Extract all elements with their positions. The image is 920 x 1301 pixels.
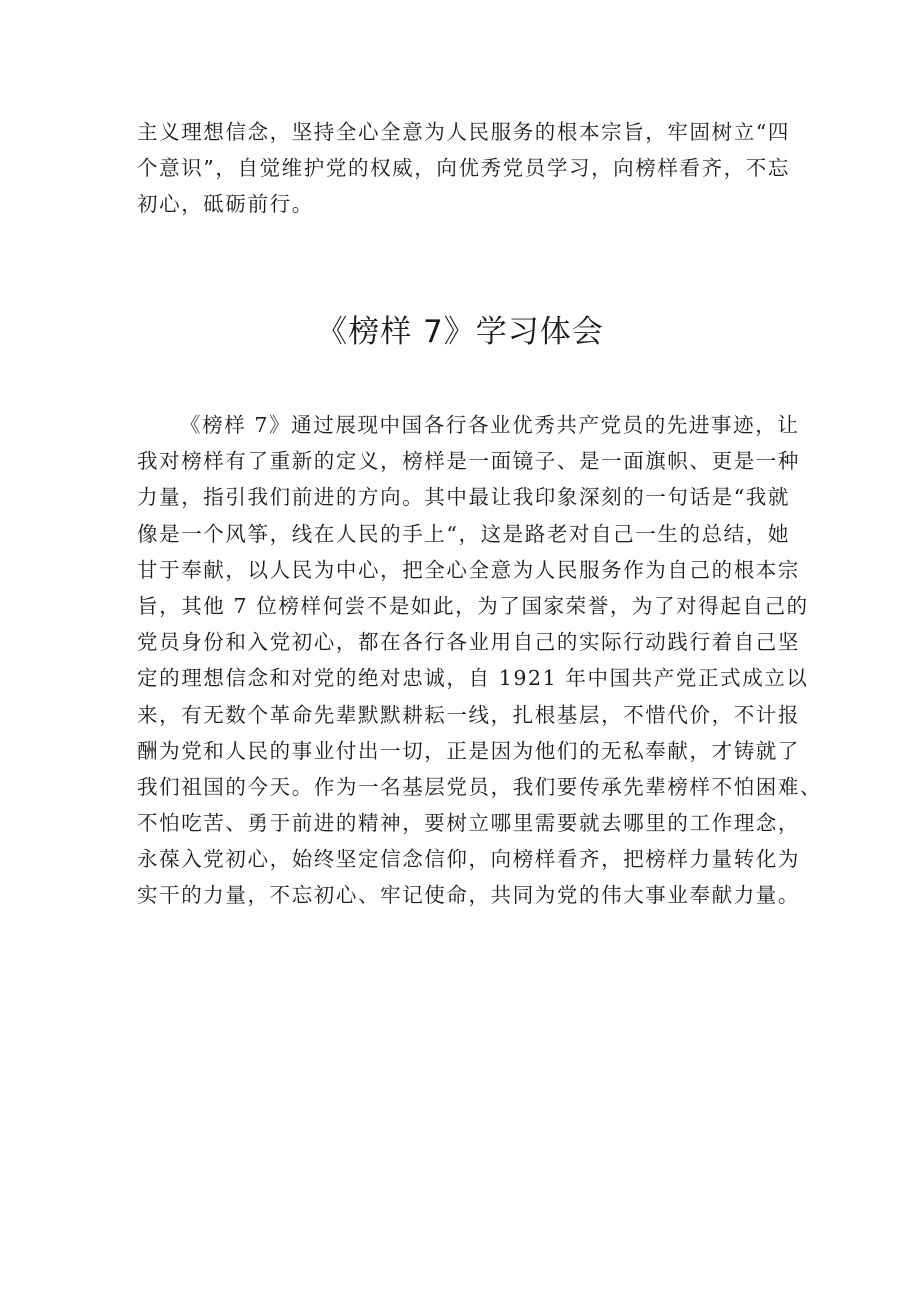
paragraph-line: 像是一个风筝，线在人民的手上“，这是路老对自己一生的总结，她 bbox=[137, 521, 790, 546]
section-title: 《榜样 7》学习体会 bbox=[316, 314, 604, 350]
paragraph-line: 永葆入党初心，始终坚定信念信仰，向榜样看齐，把榜样力量转化为 bbox=[137, 847, 800, 872]
paragraph-line: 个意识”，自觉维护党的权威，向优秀党员学习，向榜样看齐，不忘 bbox=[137, 156, 790, 181]
paragraph-line: 主义理想信念，坚持全心全意为人民服务的根本宗旨，牢固树立“四 bbox=[137, 120, 790, 144]
paragraph-line: 《榜样 7》通过展现中国各行各业优秀共产党员的先进事迹，让 bbox=[180, 413, 800, 437]
paragraph-line: 甘于奉献，以人民为中心，把全心全意为人民服务作为自己的根本宗 bbox=[137, 557, 800, 582]
paragraph-line: 初心，砥砺前行。 bbox=[137, 192, 314, 217]
body-paragraph bbox=[137, 407, 823, 914]
lead-paragraph bbox=[137, 114, 790, 223]
paragraph-line: 来，有无数个革命先辈默默耕耘一线，扎根基层，不惜代价，不计报 bbox=[137, 702, 800, 727]
paragraph-line: 我们祖国的今天。作为一名基层党员，我们要传承先辈榜样不怕困难、 bbox=[137, 774, 823, 799]
paragraph-line: 实干的力量，不忘初心、牢记使命，共同为党的伟大事业奉献力量。 bbox=[137, 883, 800, 908]
paragraph-line: 定的理想信念和对党的绝对忠诚，自 1921 年中国共产党正式成立以 bbox=[137, 666, 809, 691]
paragraph-line: 旨，其他 7 位榜样何尝不是如此，为了国家荣誉，为了对得起自己的 bbox=[137, 593, 809, 618]
paragraph-line: 不怕吃苦、勇于前进的精神，要树立哪里需要就去哪里的工作理念， bbox=[137, 811, 800, 836]
paragraph-line: 力量，指引我们前进的方向。其中最让我印象深刻的一句话是“我就 bbox=[137, 485, 790, 510]
paragraph-line: 党员身份和入党初心，都在各行各业用自己的实际行动践行着自己坚 bbox=[137, 630, 800, 655]
paragraph-line: 我对榜样有了重新的定义，榜样是一面镜子、是一面旗帜、更是一种 bbox=[137, 449, 800, 474]
paragraph-line: 酬为党和人民的事业付出一切，正是因为他们的无私奉献，才铸就了 bbox=[137, 738, 800, 763]
